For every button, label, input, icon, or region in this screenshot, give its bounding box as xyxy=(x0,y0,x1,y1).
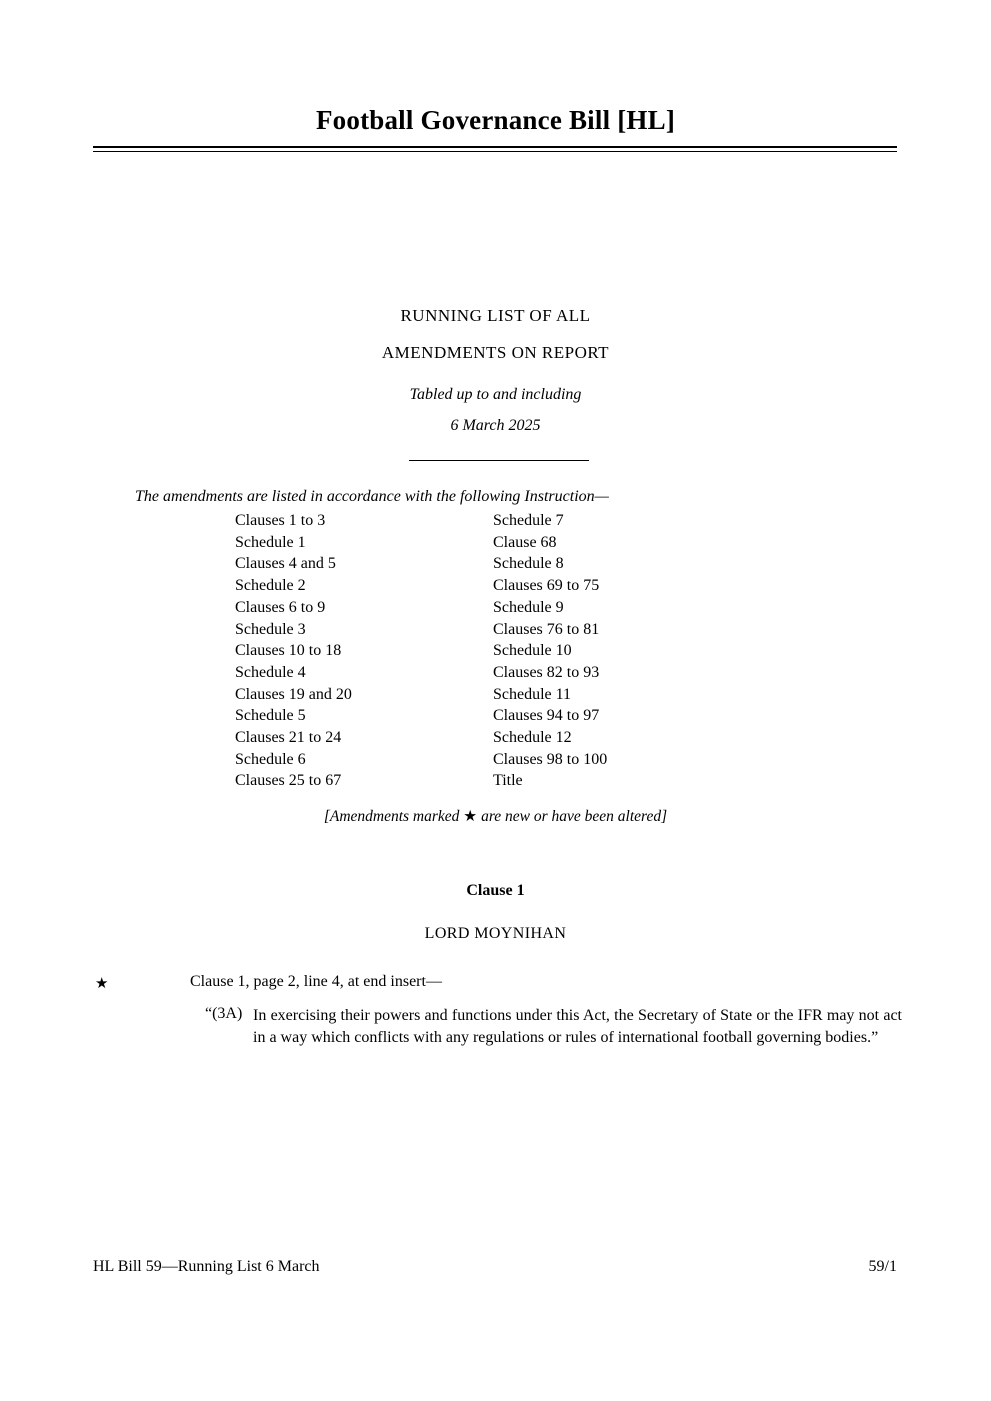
instruction-item: Title xyxy=(493,772,523,790)
instruction-item: Clauses 4 and 5 xyxy=(235,555,336,573)
instruction-item: Schedule 5 xyxy=(235,707,306,725)
instruction-item: Clauses 94 to 97 xyxy=(493,707,600,725)
instruction-item: Schedule 7 xyxy=(493,512,564,529)
bill-title: Football Governance Bill [HL] xyxy=(315,105,676,135)
clause-heading: Clause 1 xyxy=(466,882,525,899)
instruction-item: Schedule 8 xyxy=(493,555,564,573)
marker-note-text-before: [Amendments marked xyxy=(323,808,464,825)
instruction-item: Schedule 12 xyxy=(493,729,572,747)
instruction-item: Schedule 9 xyxy=(493,598,564,616)
instruction-item: Schedule 10 xyxy=(493,642,572,660)
amendment-body xyxy=(205,1005,902,1048)
heading-line2: AMENDMENTS ON REPORT xyxy=(381,343,610,362)
heading-line1: RUNNING LIST OF ALL xyxy=(400,306,591,325)
new-amendment-star-icon: ★ xyxy=(95,976,109,992)
instruction-item: Clauses 25 to 67 xyxy=(235,772,342,790)
amendment-instruction-line: Clause 1, page 2, line 4, at end insert— xyxy=(190,973,442,990)
instruction-column-right xyxy=(493,510,733,792)
marker-note-text-after: are new or have been altered] xyxy=(477,808,668,825)
instruction-item: Schedule 4 xyxy=(235,663,306,681)
instruction-item: Clauses 19 and 20 xyxy=(235,685,352,703)
instruction-item: Schedule 3 xyxy=(235,620,306,638)
amendment-text: In exercising their powers and functions under this Act, the Secretary of State or the IFR may not act in a way which conflicts with any regulations or rules of international football governing bodies.” xyxy=(253,1007,902,1046)
star-icon: ★ xyxy=(463,808,478,825)
amendment-number: “(3A) xyxy=(205,1005,243,1022)
title-double-rule xyxy=(93,146,897,152)
instruction-item: Clauses 1 to 3 xyxy=(235,512,326,529)
instruction-item: Clauses 69 to 75 xyxy=(493,577,600,595)
instruction-item: Clauses 6 to 9 xyxy=(235,598,326,616)
instruction-item: Clause 68 xyxy=(493,533,557,551)
instruction-item: Clauses 76 to 81 xyxy=(493,620,600,638)
instruction-column-left xyxy=(235,510,493,792)
instruction-item: Clauses 98 to 100 xyxy=(493,750,608,768)
footer-page-number: 59/1 xyxy=(868,1258,897,1275)
instruction-item: Schedule 11 xyxy=(493,685,572,703)
instruction-item: Schedule 2 xyxy=(235,577,306,595)
divider-rule xyxy=(409,460,589,461)
tabled-up-to-line: Tabled up to and including xyxy=(409,386,582,403)
marker-note xyxy=(0,807,991,826)
instruction-intro: The amendments are listed in accordance with the following Instruction— xyxy=(135,488,609,505)
page-footer xyxy=(93,1258,897,1276)
instruction-columns xyxy=(235,510,733,792)
footer-bill-reference: HL Bill 59—Running List 6 March xyxy=(93,1258,320,1275)
instruction-item: Clauses 10 to 18 xyxy=(235,642,342,660)
instruction-item: Schedule 6 xyxy=(235,750,306,768)
peer-name: LORD MOYNIHAN xyxy=(424,925,567,942)
tabled-date-line: 6 March 2025 xyxy=(450,417,541,434)
instruction-item: Clauses 82 to 93 xyxy=(493,663,600,681)
instruction-item: Clauses 21 to 24 xyxy=(235,729,342,747)
instruction-item: Schedule 1 xyxy=(235,533,306,551)
